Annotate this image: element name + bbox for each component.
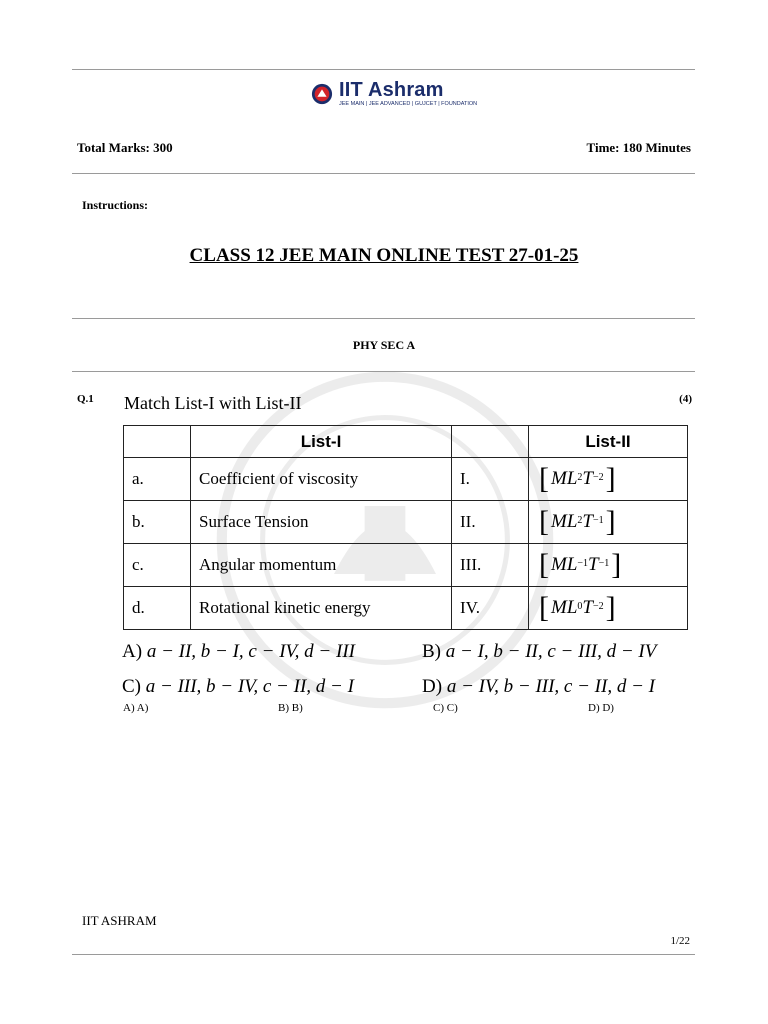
header-divider <box>72 173 695 174</box>
answer-choice-a[interactable]: A) A) <box>123 702 149 714</box>
row-item: Coefficient of viscosity <box>191 458 452 501</box>
row-dimension: [ M L $^{-1}$ T $^{-1}$ ] <box>529 544 688 587</box>
match-table <box>123 425 688 630</box>
table-cell <box>452 426 529 458</box>
footer-org: IIT ASHRAM <box>82 913 157 928</box>
top-divider <box>72 69 695 70</box>
row-dimension: [ M L $^0$ T $^{-2}$ ] <box>529 587 688 630</box>
section-title: PHY SEC A <box>352 338 416 352</box>
table-row <box>124 544 688 587</box>
answer-choice-b[interactable]: B) B) <box>278 702 303 714</box>
logo-emblem-icon <box>311 83 333 105</box>
row-roman: IV. <box>452 587 529 630</box>
row-item: Rotational kinetic energy <box>191 587 452 630</box>
total-marks: Total Marks: 300 <box>77 140 173 155</box>
row-label: d. <box>124 587 191 630</box>
question-number: Q.1 <box>77 393 94 405</box>
answer-choice-c[interactable]: C) C) <box>433 702 458 714</box>
row-roman: II. <box>452 501 529 544</box>
answer-choice-d[interactable]: D) D) <box>588 702 614 714</box>
brand-name: IIT Ashram <box>339 79 444 102</box>
row-label: a. <box>124 458 191 501</box>
page-number: 1/22 <box>670 935 690 947</box>
list2-header: List-II <box>529 426 688 458</box>
table-row <box>124 587 688 630</box>
table-cell <box>124 426 191 458</box>
title-divider <box>72 318 695 319</box>
option-c: C) a − III, b − IV, c − II, d − I <box>122 676 354 697</box>
list1-header: List-I <box>191 426 452 458</box>
brand-tagline: JEE MAIN | JEE ADVANCED | GUJCET | FOUNDATION <box>339 101 478 108</box>
option-b: B) a − I, b − II, c − III, d − IV <box>422 641 657 662</box>
question-marks: (4) <box>679 393 692 405</box>
table-row <box>124 501 688 544</box>
section-divider <box>72 371 695 372</box>
footer-divider <box>72 954 695 955</box>
row-label: b. <box>124 501 191 544</box>
brand-logo <box>311 80 477 108</box>
test-title: CLASS 12 JEE MAIN ONLINE TEST 27-01-25 <box>189 245 579 266</box>
row-label: c. <box>124 544 191 587</box>
table-row <box>124 458 688 501</box>
row-dimension: [ M L $^2$ T $^{-2}$ ] <box>529 458 688 501</box>
question-text: Match List-I with List-II <box>124 393 302 413</box>
option-a: A) a − II, b − I, c − IV, d − III <box>122 641 355 662</box>
option-d: D) a − IV, b − III, c − II, d − I <box>422 676 655 697</box>
row-item: Angular momentum <box>191 544 452 587</box>
row-item: Surface Tension <box>191 501 452 544</box>
time-limit: Time: 180 Minutes <box>586 140 691 155</box>
table-header-row <box>124 426 688 458</box>
row-roman: III. <box>452 544 529 587</box>
row-dimension: [ M L $^2$ T $^{-1}$ ] <box>529 501 688 544</box>
instructions-label: Instructions: <box>82 198 149 212</box>
row-roman: I. <box>452 458 529 501</box>
